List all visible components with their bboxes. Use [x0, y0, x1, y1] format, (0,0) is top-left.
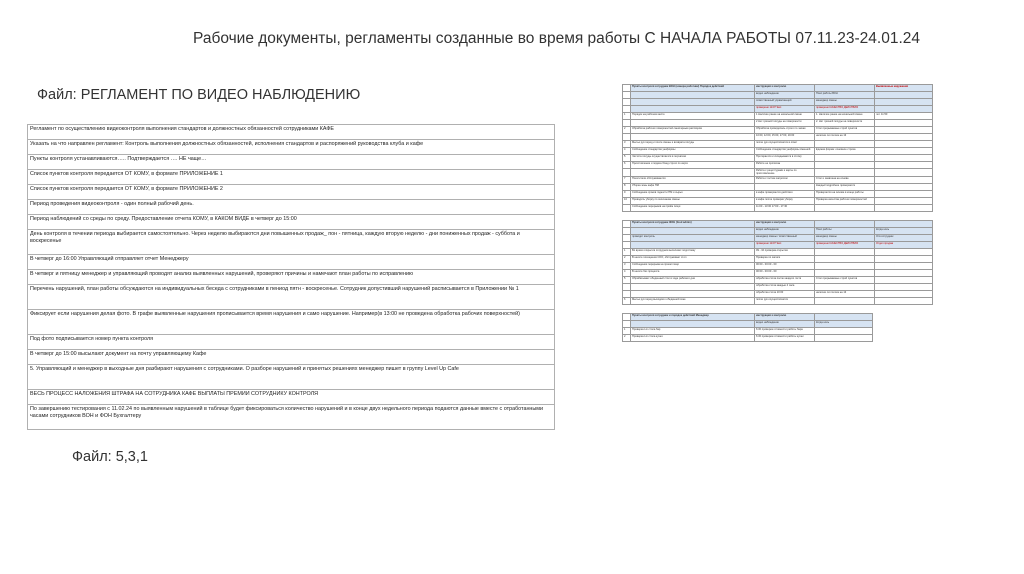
sheet-cell	[875, 297, 933, 304]
sheet-cell: проводит контроль	[631, 234, 755, 241]
sheet-cell	[875, 155, 933, 162]
sheet-cell: видео наблюдение	[755, 227, 815, 234]
sheet-cell	[875, 148, 933, 155]
sheet-cell	[875, 127, 933, 134]
sheet-cell: 6	[623, 162, 631, 169]
sheet-cell: В несете посещения СОО, обслуживает стол	[631, 255, 755, 262]
regulation-row	[28, 200, 555, 215]
sheet-cell: 8	[623, 183, 631, 190]
regulation-row	[28, 255, 555, 270]
sheet-cell: Обработка рабочих поверхностей санитарным раствором	[631, 127, 755, 134]
sheet-row	[623, 92, 933, 99]
sheet-cell: 5	[623, 155, 631, 162]
sheet-row	[623, 148, 933, 155]
sheet-cell	[631, 92, 755, 99]
sheet-cell: 10:00, 12:00, 15:00, 17:00, 19:00	[755, 134, 815, 141]
sheet-cell	[875, 134, 933, 141]
sheet-cell	[623, 220, 631, 227]
sheet-cell: видео наблюдение	[755, 320, 815, 327]
file-label-regulation: Файл: РЕГЛАМЕНТ ПО ВИДЕО НАБЛЮДЕНИЮ	[37, 87, 361, 103]
sheet-cell	[815, 327, 873, 334]
sheet-cell: Работе не прописан	[755, 162, 815, 169]
sheet-cell	[875, 248, 933, 255]
sheet-cell: Работа с рецептурами и карты по приготовлению	[755, 169, 815, 177]
sheet-cell: обработка стола 10:00	[755, 290, 815, 297]
sheet-cell	[623, 134, 631, 141]
regulation-row	[28, 215, 555, 230]
sheet-cell: Пункты контроля сотрудник и порядок действий Менеджер	[631, 313, 755, 320]
sheet-cell: проверено 11/07 9мл	[755, 106, 815, 113]
sheet-cell: 4	[623, 269, 631, 276]
sheet-cell	[875, 290, 933, 297]
sheet-cell	[631, 120, 755, 127]
sheet-cell	[623, 169, 631, 177]
sheet-row	[623, 334, 873, 341]
regulation-row	[28, 335, 555, 350]
sheet-cell: проверено КАЧЕСТВО ДЕЙСТВИЯ	[815, 241, 875, 248]
regulation-row	[28, 365, 555, 390]
sheet-cell: Чистота посуды осуществляется в перчатках	[631, 155, 755, 162]
sheet-cell: в кафе проверяются действия	[755, 190, 815, 197]
sheet-cell: Проверяется на основе в конце работы	[815, 190, 875, 197]
sheet-row	[623, 99, 933, 106]
sheet-cell	[815, 269, 875, 276]
sheet-cell: Когда ноль	[875, 227, 933, 234]
sheet-cell: 2	[623, 334, 631, 341]
sheet-cell: 2. Нет грязной посуды на поверхности	[815, 120, 875, 127]
sheet-row	[623, 127, 933, 134]
sheet-cell: Когда ноль	[815, 320, 873, 327]
sheet-cell	[815, 155, 875, 162]
sheet-cell	[631, 241, 755, 248]
sheet-cell	[631, 169, 755, 177]
sheet-cell	[875, 276, 933, 283]
sheet-row	[623, 248, 933, 255]
regulation-cell: Период наблюдений со среды по среду. Предоставление отчета КОМУ, в КАКОМ ВИДЕ в четверг до 15:00	[28, 215, 555, 230]
sheet-cell: менеджер смены	[815, 234, 875, 241]
spreadsheet-thumbnail	[622, 84, 932, 514]
sheet-cell: менеджер смены	[815, 99, 875, 106]
sheet-cell	[623, 106, 631, 113]
sheet-von	[622, 84, 933, 212]
sheet-cell: после рук осуществляется	[755, 297, 815, 304]
sheet-cell	[815, 334, 873, 341]
regulation-row	[28, 390, 555, 405]
regulation-cell: Период проведения видеоконтроля - один полный рабочий день.	[28, 200, 555, 215]
regulation-row	[28, 230, 555, 255]
sheet-cell: Соблюдение перерывов на приём пищи	[631, 204, 755, 211]
sheet-cell	[623, 92, 631, 99]
sheet-cell	[631, 99, 755, 106]
sheet-cell	[631, 134, 755, 141]
page-title: Рабочие документы, регламенты созданные во время работы С НАЧАЛА РАБОТЫ 07.11.23-24.01.24	[193, 30, 921, 47]
sheet-cell	[623, 320, 631, 327]
sheet-cell	[631, 290, 755, 297]
sheet-cell: Пояс работы	[815, 227, 875, 234]
sheet-row	[623, 134, 933, 141]
sheet-cell: Работа с гостем запросом	[755, 176, 815, 183]
sheet-cell	[815, 141, 875, 148]
sheet-row	[623, 227, 933, 234]
regulation-row	[28, 185, 555, 200]
sheet-cell: менеджер смены / ответственный	[755, 234, 815, 241]
sheet-cell: Отв сотрудник	[875, 234, 933, 241]
sheet-cell	[875, 197, 933, 204]
sheet-cell	[631, 106, 755, 113]
regulation-cell: Под фото подписывается номер пункта контроля	[28, 335, 555, 350]
sheet-cell: Пункты контроля сотрудник ВОН (номера работник) Порядок действий	[631, 85, 755, 92]
sheet-cell: Соблюдение стандартов униформы	[631, 148, 755, 155]
sheet-cell	[875, 99, 933, 106]
sheet-row	[623, 241, 933, 248]
sheet-cell	[623, 313, 631, 320]
sheet-cell	[623, 204, 631, 211]
sheet-cell: 3	[623, 141, 631, 148]
sheet-cell: Стол прерываемые строй пунктов	[815, 276, 875, 283]
sheet-row	[623, 85, 933, 92]
sheet-cell	[875, 141, 933, 148]
sheet-cell	[623, 120, 631, 127]
sheet-cell: наличие ли полоса на 13	[815, 134, 875, 141]
sheet-row	[623, 283, 933, 290]
sheet-cell: ответственный управляющий	[755, 99, 815, 106]
sheet-cell: 6:30 проверка готовности работы бара	[755, 327, 815, 334]
sheet-cell: Проверка качества рабочих поверхностей	[815, 197, 875, 204]
sheet-cell	[875, 106, 933, 113]
sheet-cell	[815, 297, 875, 304]
sheet-cell: 10	[623, 197, 631, 204]
sheet-row	[623, 169, 933, 177]
sheet-cell	[623, 283, 631, 290]
sheet-cell: проверено КАЧЕСТВО ДЕЙСТВИЯ	[815, 106, 875, 113]
sheet-cell: Пояс работы ВОН	[815, 92, 875, 99]
regulation-cell: ВЕСЬ ПРОЦЕСС НАЛОЖЕНИЯ ШТРАФА НА СОТРУДНИКА КАФЕ ВЫПЛАТЫ ПРЕМИИ СОТРУДНИКУ КОНТРОЛЯ	[28, 390, 555, 405]
sheet-cell	[815, 169, 875, 177]
sheet-cell	[875, 120, 933, 127]
sheet-cell: 2 Нет грязной посуды на поверхности	[755, 120, 815, 127]
sheet-cell: 1. Наличие ранее на начальной смене	[815, 113, 875, 120]
sheet-cell: Порядок на рабочем месте	[631, 113, 755, 120]
sheet-cell: проверено 11/07 9мл	[755, 241, 815, 248]
sheet-cell	[623, 99, 631, 106]
sheet-row	[623, 190, 933, 197]
sheet-cell: чет. 11:50	[875, 113, 933, 120]
sheet-cell	[815, 313, 873, 320]
regulation-cell: Фиксирует если нарушения делая фото. В графе выявленные нарушения прописывается время нарушения и само нарушение. Например(в 13:00 не проведена обработка рабочих поверхностей)	[28, 310, 555, 335]
sheet-row	[623, 313, 873, 320]
sheet-cell	[875, 204, 933, 211]
regulation-row	[28, 285, 555, 310]
sheet-row	[623, 234, 933, 241]
sheet-cell	[631, 320, 755, 327]
sheet-row	[623, 155, 933, 162]
sheet-cell: Посетители обслуживаются	[631, 176, 755, 183]
sheet-cell: Проводить уборку по окончанию смены	[631, 197, 755, 204]
sheet-cell: видео наблюдение	[755, 92, 815, 99]
sheet-cell: после рук осуществляется в ответ	[755, 141, 815, 148]
regulation-table	[27, 124, 555, 430]
sheet-cell: Единая форма: основное строка	[815, 148, 875, 155]
regulation-row	[28, 350, 555, 365]
regulation-cell: В четверг и пятницу менеджер и управляющий проводят анализ выявленных нарушений, проверяют причины и намечают план работы по исправлению	[28, 270, 555, 285]
sheet-cell: 6	[623, 297, 631, 304]
sheet-row	[623, 262, 933, 269]
sheet-row	[623, 204, 933, 211]
sheet-cell: 4	[623, 148, 631, 155]
sheet-cell: 3	[623, 262, 631, 269]
sheet-row	[623, 197, 933, 204]
sheet-cell: в кафе после проверки уборку	[755, 197, 815, 204]
sheet-row	[623, 255, 933, 262]
sheet-cell	[875, 176, 933, 183]
regulation-row	[28, 405, 555, 430]
regulation-cell: Указать на что направлен регламент: Контроль выполнения должностных обязанностей, исполнения стандартов и распоряжений руководства клуба и кафе	[28, 140, 555, 155]
sheet-cell: В несете без процесса	[631, 269, 755, 276]
sheet-cell	[875, 169, 933, 177]
sheet-cell	[875, 92, 933, 99]
regulation-row	[28, 270, 555, 285]
sheet-cell: Проверка Lin стола кухня	[631, 334, 755, 341]
regulation-cell: В четверг до 15:00 высылают документ на почту управляющему Кафе	[28, 350, 555, 365]
regulation-row	[28, 155, 555, 170]
sheet-cell: Мытье рук перед выходом к обеденной зоне	[631, 297, 755, 304]
sheet-cell: 09 - 10 проверка открытия	[755, 248, 815, 255]
sheet-cell: 9	[623, 190, 631, 197]
sheet-cell	[815, 248, 875, 255]
sheet-row	[623, 141, 933, 148]
sheet-cell: Во время открытия сотрудник выполняет подготовку	[631, 248, 755, 255]
sheet-cell	[875, 220, 933, 227]
regulation-cell: Перечень нарушений, план работы обсуждаются на индивидуальных беседа с сотрудниками в пениод пятн - воскресенье. Сотрудник допустивший нарушений расписывается в Приложении № 1	[28, 285, 555, 310]
sheet-row	[623, 176, 933, 183]
sheet-cell	[623, 290, 631, 297]
sheet-row	[623, 113, 933, 120]
sheet-cell: 1 Наличие ранее на начальной смене	[755, 113, 815, 120]
sheet-row	[623, 220, 933, 227]
regulation-row	[28, 140, 555, 155]
sheet-row	[623, 120, 933, 127]
sheet-cell	[815, 204, 875, 211]
sheet-cell	[631, 283, 755, 290]
sheet-row	[623, 269, 933, 276]
regulation-cell: Список пунктов контроля передается ОТ КОМУ, в формате ПРИЛОЖЕНИЕ 1	[28, 170, 555, 185]
sheet-cell: Обработка проводилась строго по часам	[755, 127, 815, 134]
sheet-cell: Обрабатывает обеденный стол в ходе рабочего дня	[631, 276, 755, 283]
regulation-cell: По завершению тестирования с 11.02.24 по выявленным нарушений в таблице будет фиксироваться количество нарушений и в конце двух недельного периода подаются данные вместе с отработанными часами сотрудников ВОН и ФОН Бухгалтеру	[28, 405, 555, 430]
regulation-cell: День контроля в течении периода выбирается самостоятельно. Через неделю выбираются дни повышенных продаж_ пон - пятница, каждую вторую неделю - дни пониженных продаж - суббота и воскресенье	[28, 230, 555, 255]
sheet-manager	[622, 313, 873, 342]
sheet-cell: Соблюдения перерыва на прием пищи	[631, 262, 755, 269]
sheet-cell	[815, 255, 875, 262]
sheet-cell: обработка стола после каждого гостя	[755, 276, 815, 283]
sheet-cell	[623, 85, 631, 92]
sheet-cell	[631, 227, 755, 234]
sheet-cell	[815, 85, 875, 92]
sheet-cell	[815, 262, 875, 269]
sheet-cell	[875, 162, 933, 169]
sheet-cell	[875, 183, 933, 190]
sheet-cell: Уборка зоны кафе ПМ	[631, 183, 755, 190]
sheet-cell: Стол и заявлена на основе	[815, 176, 875, 183]
regulation-row	[28, 125, 555, 140]
regulation-cell: В четверг до 16:00 Управляющий отправляет отчет Менеджеру	[28, 255, 555, 270]
sheet-row	[623, 320, 873, 327]
sheet-cell	[815, 162, 875, 169]
sheet-cell: 1	[623, 113, 631, 120]
regulation-row	[28, 170, 555, 185]
sheet-cell: Протирается и складывается в стопку	[755, 155, 815, 162]
sheet-row	[623, 183, 933, 190]
sheet-cell: Отдел продаж	[875, 241, 933, 248]
sheet-cell: 00:00 - 00:00 - 00	[755, 262, 815, 269]
sheet-cell: Проверка Lin стола бар	[631, 327, 755, 334]
sheet-cell	[875, 255, 933, 262]
sheet-cell: наличие ли полоса на 13	[815, 290, 875, 297]
sheet-cell: Соблюдение сроков годности ПМ и сырья	[631, 190, 755, 197]
sheet-cell	[623, 241, 631, 248]
sheet-cell: Приготовление и подача блюд строго по карте	[631, 162, 755, 169]
sheet-cell: 00:00 - 00:00 - 00	[755, 269, 815, 276]
sheet-row	[623, 290, 933, 297]
sheet-cell	[875, 283, 933, 290]
sheet-cell: инструкция к контролю	[755, 313, 815, 320]
sheet-cell: 5	[623, 276, 631, 283]
regulation-cell: Пункты контроля устанавливаются….. Подтверждается …. НЕ чаще…	[28, 155, 555, 170]
sheet-cell: инструкция к контролю	[755, 85, 815, 92]
sheet-cell: Проверка по записи	[755, 255, 815, 262]
sheet-cell: 7	[623, 176, 631, 183]
sheet-cell: Мытье рук перед и после смены и возврата посуды	[631, 141, 755, 148]
sheet-cell: 2	[623, 127, 631, 134]
sheet-cell	[815, 283, 875, 290]
sheet-cell	[875, 269, 933, 276]
sheet-fon	[622, 220, 933, 305]
sheet-cell: Пункты контроля сотрудник ФОН (food admin)	[631, 220, 755, 227]
sheet-cell: Стол прерываемые строй пунктов	[815, 127, 875, 134]
sheet-row	[623, 297, 933, 304]
sheet-cell: инструкция к контролю	[755, 220, 815, 227]
regulation-cell: 5. Управляющий и менеджер в выходные дня разбирают нарушения с сотрудниками. О разборе нарушений и принятых решениях менеджер пишет в группу Level Up Cafe	[28, 365, 555, 390]
regulation-row	[28, 310, 555, 335]
sheet-cell: Соблюдение стандартов униформы сменной	[755, 148, 815, 155]
sheet-cell	[755, 183, 815, 190]
sheet-cell: 2	[623, 255, 631, 262]
sheet-row	[623, 106, 933, 113]
regulation-cell: Регламент по осуществлению видеоконтроля выполнения стандартов и должностных обязанностей сотрудниками КАФЕ	[28, 125, 555, 140]
sheet-row	[623, 162, 933, 169]
sheet-cell	[875, 262, 933, 269]
file-label-531: Файл: 5,3,1	[72, 449, 148, 465]
sheet-cell	[815, 220, 875, 227]
sheet-cell: 6:30 проверка готовности работы кухни	[755, 334, 815, 341]
sheet-cell	[623, 227, 631, 234]
regulation-cell: Список пунктов контроля передается ОТ КОМУ, в формате ПРИЛОЖЕНИЕ 2	[28, 185, 555, 200]
sheet-cell: Выявленные нарушения	[875, 85, 933, 92]
sheet-cell: Каждый подробное проверяется	[815, 183, 875, 190]
sheet-cell	[623, 234, 631, 241]
sheet-cell: 1	[623, 248, 631, 255]
sheet-row	[623, 276, 933, 283]
sheet-cell: обработка стола каждые 4 часа	[755, 283, 815, 290]
sheet-cell: 11:00 - 13:00 17:00 - 17:30	[755, 204, 815, 211]
sheet-cell	[875, 190, 933, 197]
sheet-cell: 1	[623, 327, 631, 334]
sheet-row	[623, 327, 873, 334]
